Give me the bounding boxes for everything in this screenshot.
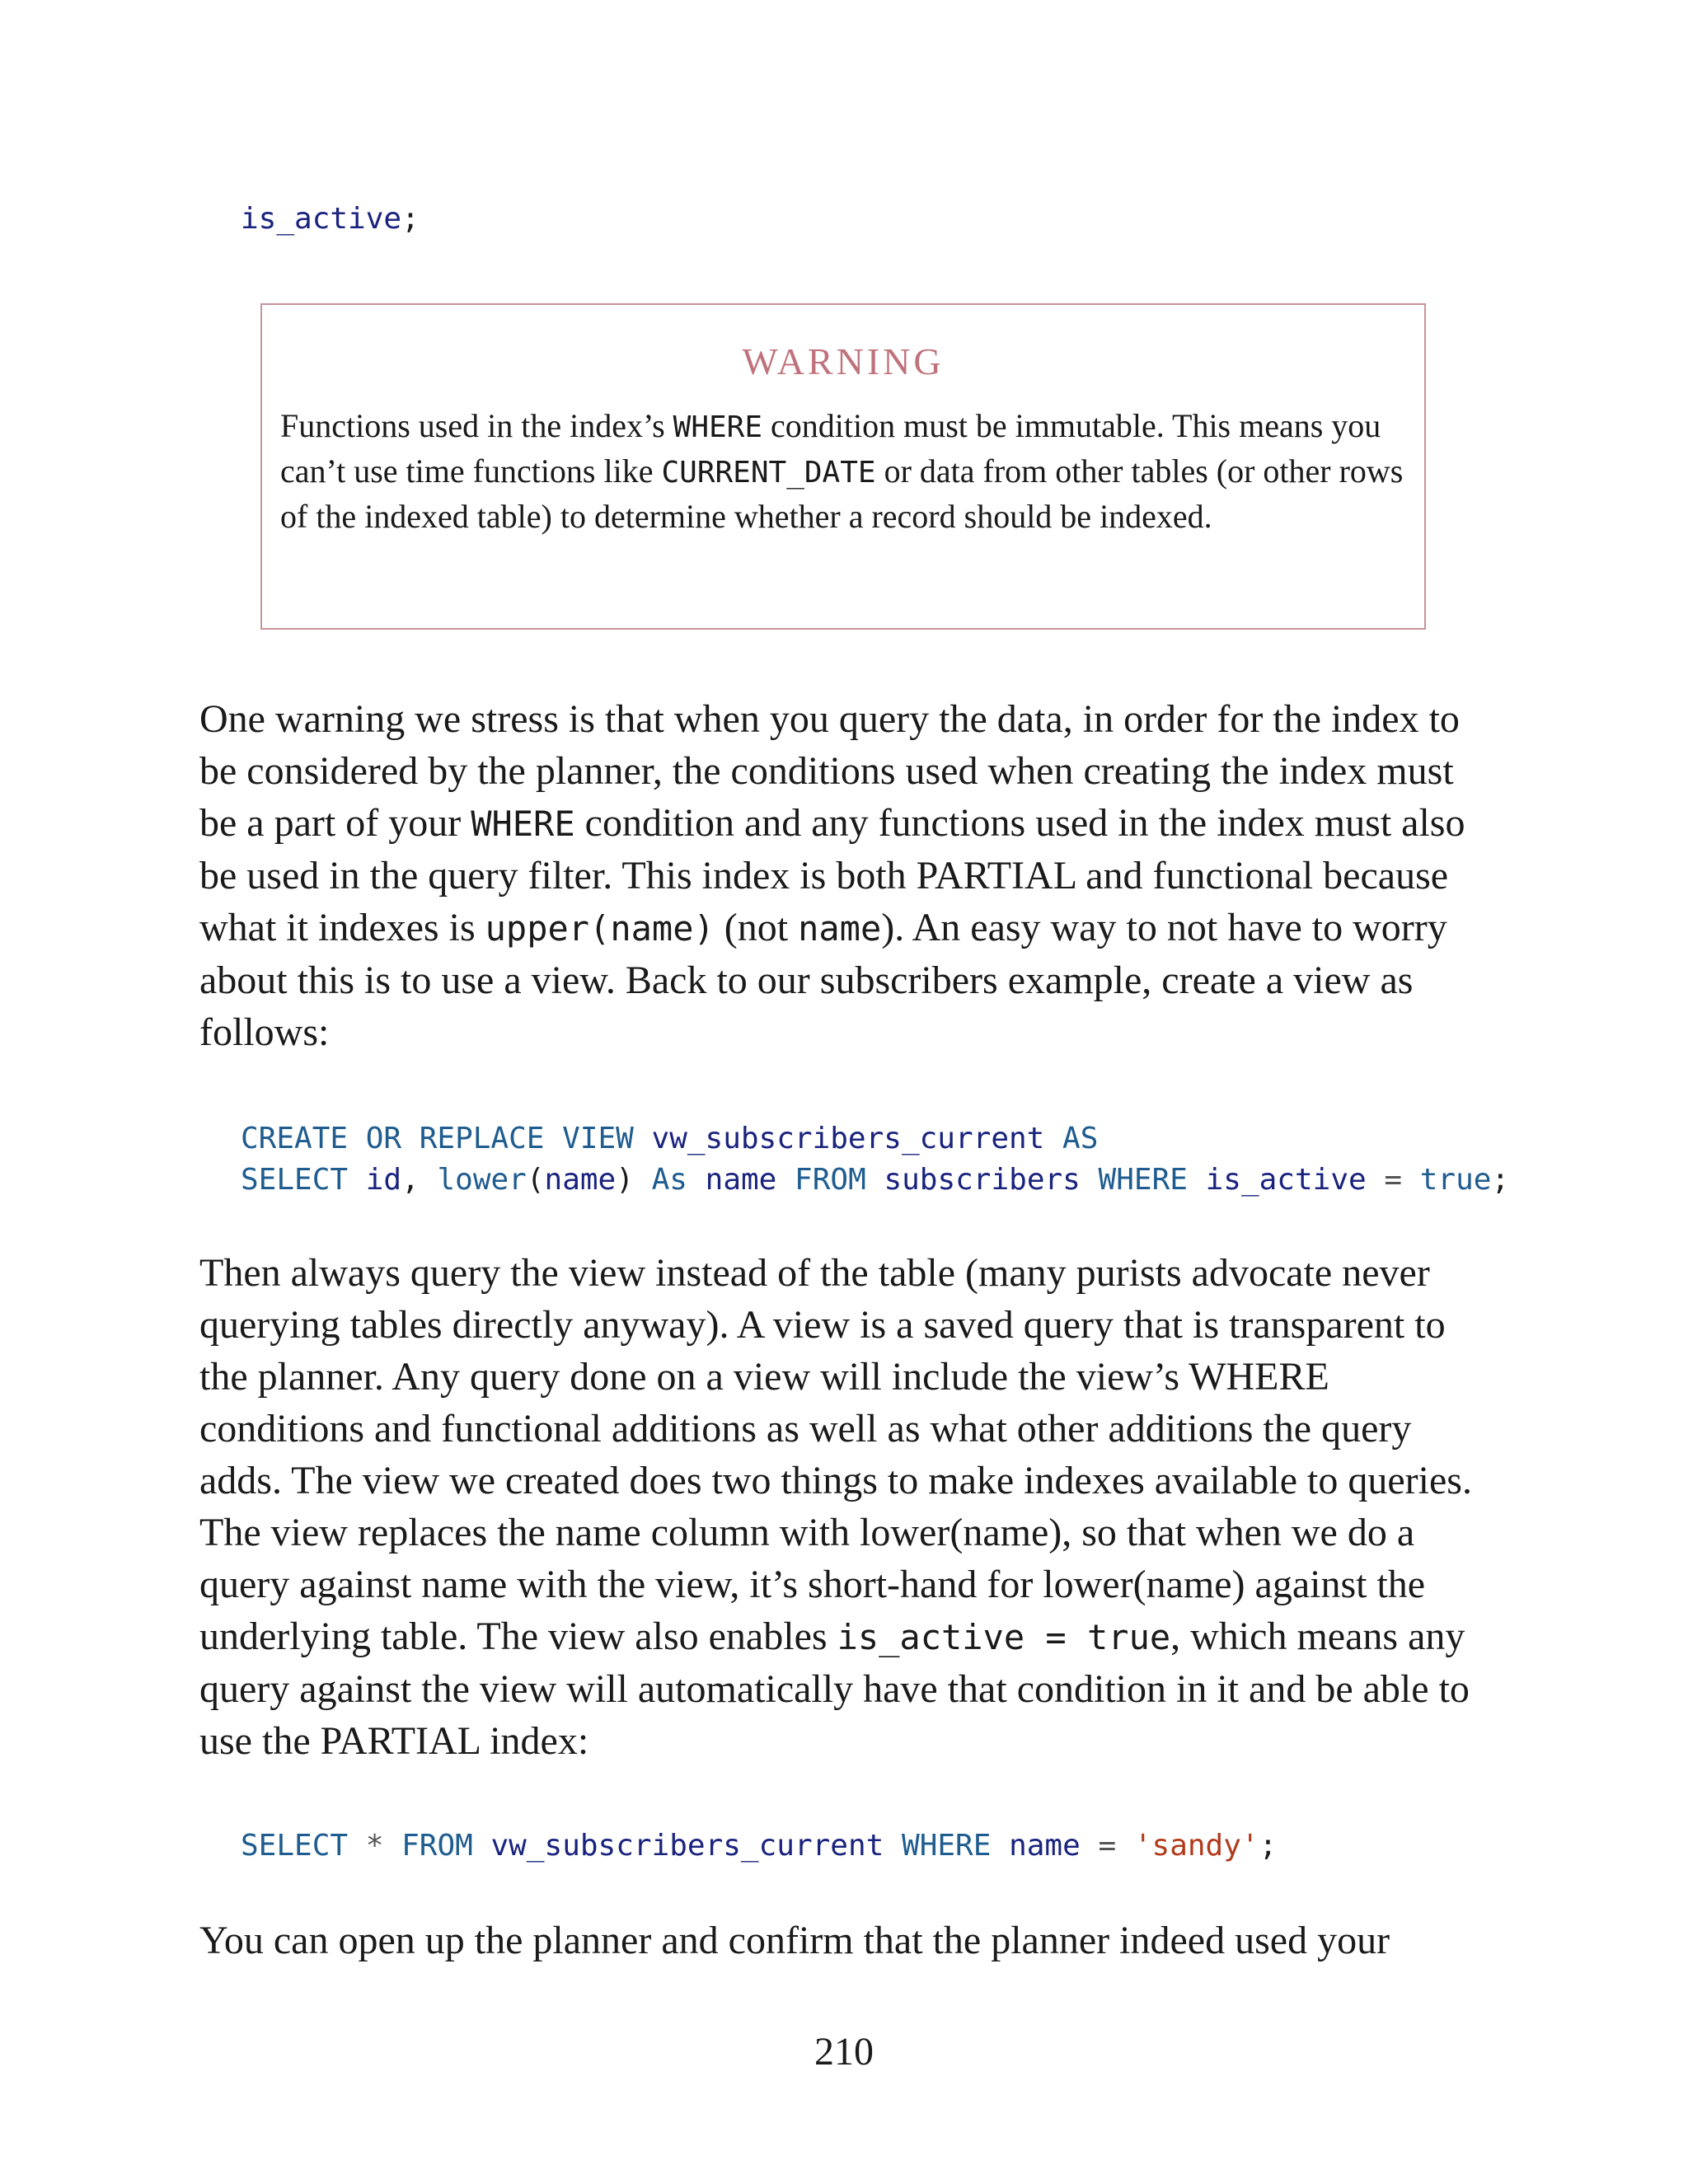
code-operator: * (365, 1829, 384, 1863)
warning-title: WARNING (742, 340, 945, 382)
code-identifier: id (365, 1163, 402, 1197)
code-punctuation: ; (401, 202, 420, 236)
code-operator: = (1384, 1163, 1403, 1197)
code-identifier: vw_subscribers_current (651, 1122, 1045, 1155)
inline-code: upper(name) (485, 908, 715, 949)
code-identifier: is_active (1205, 1163, 1367, 1197)
paragraph-text: Then always query the view instead of the table (many purists advocate never querying tables directly anyway). A view is a saved query that is transparent to the planner. Any query done on a view will include the view’s WHERE conditions and functional additions as well as what other additions the query adds. The view we created does two things to make indexes available to queries. The view replaces the name column with lower(name), so that when we do a query against name with the view, it’s short-hand for lower(name) against the underlying table. The view also enables (199, 1251, 1472, 1658)
warning-text: condition must be immutable. This means you can’t use time functions like (280, 407, 1381, 490)
warning-text: Functions used in the index’s (280, 407, 673, 444)
code-keyword: SELECT (241, 1163, 349, 1197)
inline-code: WHERE (673, 410, 763, 444)
code-line-create-view (241, 1124, 1098, 1154)
paragraph-text: condition and any functions used in the index must also be used in the query filter. This index is both PARTIAL and functional because what it indexes is (199, 801, 1465, 949)
code-identifier: name (544, 1163, 617, 1197)
code-operator: = (1098, 1829, 1117, 1863)
code-punctuation: ; (1259, 1829, 1278, 1863)
warning-callout (260, 303, 1426, 630)
code-keyword: FROM (795, 1163, 866, 1197)
code-line-select (241, 1165, 1509, 1195)
code-identifier: name (705, 1163, 777, 1197)
code-line-select-view (241, 1831, 1277, 1861)
paragraph-text: One warning we stress is that when you query the data, in order for the index to be considered by the planner, the conditions used when creating the index must be a part of your (199, 697, 1460, 845)
inline-code: CURRENT_DATE (661, 456, 876, 490)
code-keyword: true (1419, 1163, 1492, 1197)
code-punctuation: ; (1491, 1163, 1510, 1197)
inline-code: name (798, 908, 882, 949)
code-function: lower (437, 1163, 527, 1197)
code-identifier: name (1009, 1829, 1081, 1863)
page-number: 210 (814, 2030, 874, 2074)
code-punctuation: , (401, 1163, 420, 1197)
code-keyword: AS (1062, 1122, 1099, 1155)
code-keyword: WHERE (1098, 1163, 1188, 1197)
body-paragraph-2 (199, 1247, 1493, 1767)
paragraph-text: You can open up the planner and confirm that the planner indeed used your (199, 1919, 1390, 1962)
body-paragraph-1 (199, 693, 1493, 1058)
inline-code: WHERE (471, 804, 575, 844)
paragraph-text: ). An easy way to not have to worry about this is to use a view. Back to our subscribers example, create a view as follows: (199, 906, 1447, 1054)
code-identifier: is_active (241, 202, 402, 236)
warning-body (280, 404, 1409, 538)
code-keyword: WHERE (902, 1829, 992, 1863)
code-fragment-top (241, 204, 420, 234)
code-identifier: vw_subscribers_current (490, 1829, 884, 1863)
code-keyword: CREATE OR REPLACE VIEW (241, 1122, 634, 1155)
code-keyword: FROM (401, 1829, 473, 1863)
code-punctuation: ( (526, 1163, 545, 1197)
code-string: 'sandy' (1133, 1829, 1259, 1863)
paragraph-text: (not (714, 906, 799, 949)
paragraph-text: , which means any query against the view will automatically have that condition in it and be able to use the PARTIAL index: (199, 1615, 1470, 1763)
warning-text: or data from other tables (or other rows of the indexed table) to determine whether a record should be indexed. (280, 452, 1404, 535)
inline-code: is_active = true (837, 1617, 1171, 1657)
body-paragraph-3 (199, 1915, 1493, 1966)
code-identifier: subscribers (884, 1163, 1081, 1197)
code-keyword: SELECT (241, 1829, 349, 1863)
code-punctuation: ) (616, 1163, 634, 1197)
code-keyword: As (651, 1163, 687, 1197)
